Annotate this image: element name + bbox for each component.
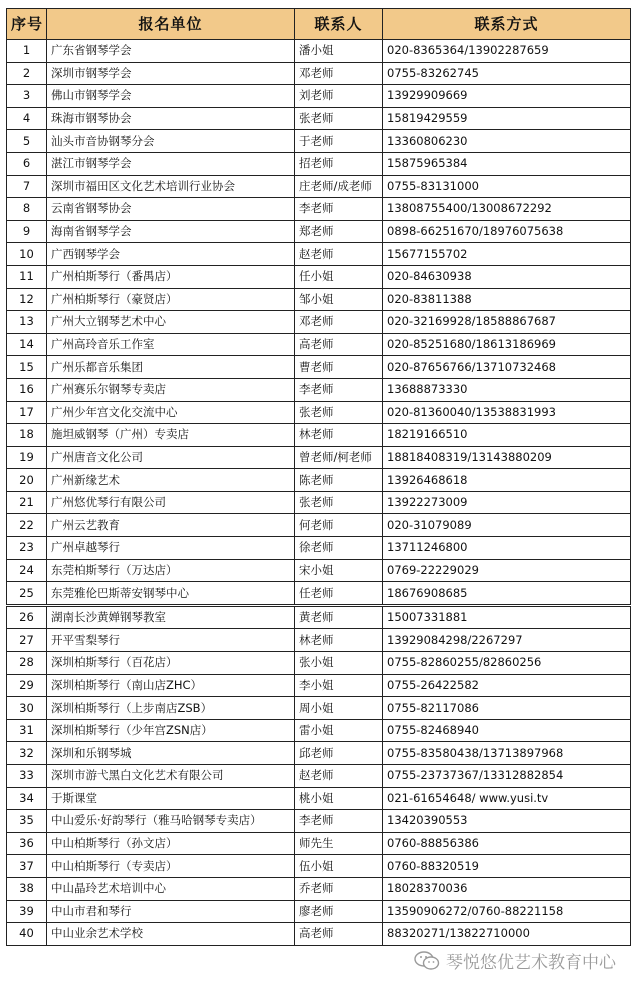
row-index: 27 bbox=[7, 629, 47, 652]
table-row bbox=[7, 491, 631, 514]
row-unit: 广东省钢琴学会 bbox=[47, 40, 295, 63]
row-contact-person: 曾老师/柯老师 bbox=[295, 446, 383, 469]
row-contact-info: 13711246800 bbox=[383, 537, 631, 560]
table-row bbox=[7, 810, 631, 833]
row-index: 24 bbox=[7, 559, 47, 582]
row-index: 23 bbox=[7, 537, 47, 560]
row-contact-info: 021-61654648/ www.yusi.tv bbox=[383, 787, 631, 810]
row-index: 21 bbox=[7, 491, 47, 514]
row-unit: 珠海市钢琴协会 bbox=[47, 107, 295, 130]
table-row bbox=[7, 40, 631, 63]
row-index: 5 bbox=[7, 130, 47, 153]
row-index: 1 bbox=[7, 40, 47, 63]
row-unit: 于斯课堂 bbox=[47, 787, 295, 810]
row-contact-info: 18676908685 bbox=[383, 582, 631, 606]
row-index: 17 bbox=[7, 401, 47, 424]
row-contact-info: 020-31079089 bbox=[383, 514, 631, 537]
row-contact-person: 郑老师 bbox=[295, 220, 383, 243]
row-contact-person: 赵老师 bbox=[295, 765, 383, 788]
table-row bbox=[7, 855, 631, 878]
row-unit: 深圳柏斯琴行（少年宫ZSN店） bbox=[47, 719, 295, 742]
row-unit: 东莞柏斯琴行（万达店） bbox=[47, 559, 295, 582]
row-contact-person: 林老师 bbox=[295, 424, 383, 447]
row-contact-info: 0755-82117086 bbox=[383, 697, 631, 720]
watermark bbox=[414, 948, 616, 973]
row-contact-info: 15677155702 bbox=[383, 243, 631, 266]
table-row bbox=[7, 130, 631, 153]
row-index: 28 bbox=[7, 652, 47, 675]
table-row bbox=[7, 742, 631, 765]
row-contact-info: 88320271/13822710000 bbox=[383, 923, 631, 946]
row-contact-info: 18028370036 bbox=[383, 877, 631, 900]
row-contact-info: 13590906272/0760-88221158 bbox=[383, 900, 631, 923]
row-unit: 广州唐音文化公司 bbox=[47, 446, 295, 469]
row-unit: 中山市君和琴行 bbox=[47, 900, 295, 923]
row-contact-info: 0755-83131000 bbox=[383, 175, 631, 198]
row-unit: 深圳柏斯琴行（上步南店ZSB） bbox=[47, 697, 295, 720]
row-contact-info: 18219166510 bbox=[383, 424, 631, 447]
row-index: 29 bbox=[7, 674, 47, 697]
row-index: 6 bbox=[7, 152, 47, 175]
row-index: 20 bbox=[7, 469, 47, 492]
row-contact-person: 李老师 bbox=[295, 378, 383, 401]
row-contact-person: 张小姐 bbox=[295, 652, 383, 675]
row-contact-info: 13808755400/13008672292 bbox=[383, 198, 631, 221]
row-index: 38 bbox=[7, 877, 47, 900]
row-unit: 广州云艺教育 bbox=[47, 514, 295, 537]
row-contact-info: 020-81360040/13538831993 bbox=[383, 401, 631, 424]
row-unit: 广州悠优琴行有限公司 bbox=[47, 491, 295, 514]
row-contact-person: 招老师 bbox=[295, 152, 383, 175]
row-contact-info: 020-83811388 bbox=[383, 288, 631, 311]
row-contact-info: 0760-88320519 bbox=[383, 855, 631, 878]
table-row bbox=[7, 923, 631, 946]
row-index: 8 bbox=[7, 198, 47, 221]
row-index: 16 bbox=[7, 378, 47, 401]
row-index: 26 bbox=[7, 605, 47, 629]
row-contact-person: 乔老师 bbox=[295, 877, 383, 900]
row-contact-info: 0755-82468940 bbox=[383, 719, 631, 742]
row-contact-info: 0769-22229029 bbox=[383, 559, 631, 582]
table-row bbox=[7, 469, 631, 492]
row-unit: 广州大立钢琴艺术中心 bbox=[47, 311, 295, 334]
row-unit: 广州柏斯琴行（豪贤店） bbox=[47, 288, 295, 311]
table-row bbox=[7, 152, 631, 175]
wechat-icon bbox=[414, 951, 440, 971]
table-body bbox=[7, 40, 631, 946]
table-row bbox=[7, 333, 631, 356]
row-contact-person: 曹老师 bbox=[295, 356, 383, 379]
row-contact-person: 张老师 bbox=[295, 107, 383, 130]
row-unit: 开平雪梨琴行 bbox=[47, 629, 295, 652]
table-row bbox=[7, 175, 631, 198]
row-contact-person: 黄老师 bbox=[295, 605, 383, 629]
row-contact-info: 13926468618 bbox=[383, 469, 631, 492]
row-unit: 云南省钢琴协会 bbox=[47, 198, 295, 221]
table-row bbox=[7, 107, 631, 130]
row-unit: 广西钢琴学会 bbox=[47, 243, 295, 266]
table-row bbox=[7, 674, 631, 697]
row-index: 2 bbox=[7, 62, 47, 85]
row-index: 19 bbox=[7, 446, 47, 469]
row-contact-info: 13929909669 bbox=[383, 85, 631, 108]
row-unit: 广州卓越琴行 bbox=[47, 537, 295, 560]
row-contact-person: 李老师 bbox=[295, 198, 383, 221]
table-row bbox=[7, 401, 631, 424]
row-index: 40 bbox=[7, 923, 47, 946]
row-contact-person: 徐老师 bbox=[295, 537, 383, 560]
table-row bbox=[7, 629, 631, 652]
row-contact-person: 廖老师 bbox=[295, 900, 383, 923]
row-contact-person: 林老师 bbox=[295, 629, 383, 652]
row-unit: 中山柏斯琴行（专卖店） bbox=[47, 855, 295, 878]
table-row bbox=[7, 356, 631, 379]
row-unit: 中山柏斯琴行（孙文店） bbox=[47, 832, 295, 855]
row-contact-person: 李小姐 bbox=[295, 674, 383, 697]
row-contact-info: 020-84630938 bbox=[383, 265, 631, 288]
row-index: 9 bbox=[7, 220, 47, 243]
row-contact-person: 李老师 bbox=[295, 810, 383, 833]
table-row bbox=[7, 243, 631, 266]
row-contact-info: 13688873330 bbox=[383, 378, 631, 401]
table-row bbox=[7, 537, 631, 560]
row-index: 30 bbox=[7, 697, 47, 720]
row-index: 36 bbox=[7, 832, 47, 855]
row-index: 15 bbox=[7, 356, 47, 379]
row-unit: 中山爱乐·好韵琴行（雅马哈钢琴专卖店） bbox=[47, 810, 295, 833]
row-contact-info: 0755-23737367/13312882854 bbox=[383, 765, 631, 788]
row-contact-info: 18818408319/13143880209 bbox=[383, 446, 631, 469]
table-row bbox=[7, 605, 631, 629]
row-contact-person: 桃小姐 bbox=[295, 787, 383, 810]
row-index: 39 bbox=[7, 900, 47, 923]
row-index: 37 bbox=[7, 855, 47, 878]
row-unit: 湛江市钢琴学会 bbox=[47, 152, 295, 175]
row-contact-person: 高老师 bbox=[295, 333, 383, 356]
table-row bbox=[7, 697, 631, 720]
row-contact-info: 13929084298/2267297 bbox=[383, 629, 631, 652]
row-contact-info: 15007331881 bbox=[383, 605, 631, 629]
row-contact-person: 邓老师 bbox=[295, 311, 383, 334]
table-row bbox=[7, 62, 631, 85]
row-contact-person: 潘小姐 bbox=[295, 40, 383, 63]
row-unit: 广州柏斯琴行（番禺店） bbox=[47, 265, 295, 288]
header-contact-person: 联系人 bbox=[295, 9, 383, 40]
row-unit: 东莞雅伦巴斯蒂安钢琴中心 bbox=[47, 582, 295, 606]
table-row bbox=[7, 582, 631, 606]
table-row bbox=[7, 85, 631, 108]
row-unit: 广州赛乐尔钢琴专卖店 bbox=[47, 378, 295, 401]
row-unit: 深圳和乐钢琴城 bbox=[47, 742, 295, 765]
row-contact-info: 0760-88856386 bbox=[383, 832, 631, 855]
table-row bbox=[7, 288, 631, 311]
row-unit: 深圳市钢琴学会 bbox=[47, 62, 295, 85]
row-contact-person: 高老师 bbox=[295, 923, 383, 946]
table-row bbox=[7, 198, 631, 221]
row-contact-person: 任小姐 bbox=[295, 265, 383, 288]
row-index: 34 bbox=[7, 787, 47, 810]
header-unit: 报名单位 bbox=[47, 9, 295, 40]
row-contact-info: 020-8365364/13902287659 bbox=[383, 40, 631, 63]
row-contact-person: 邹小姐 bbox=[295, 288, 383, 311]
row-contact-info: 0755-83580438/13713897968 bbox=[383, 742, 631, 765]
row-contact-person: 邱老师 bbox=[295, 742, 383, 765]
row-index: 11 bbox=[7, 265, 47, 288]
row-unit: 中山晶玲艺术培训中心 bbox=[47, 877, 295, 900]
row-unit: 湖南长沙黄婵钢琴教室 bbox=[47, 605, 295, 629]
row-contact-person: 刘老师 bbox=[295, 85, 383, 108]
row-unit: 汕头市音协钢琴分会 bbox=[47, 130, 295, 153]
row-index: 13 bbox=[7, 311, 47, 334]
row-unit: 佛山市钢琴学会 bbox=[47, 85, 295, 108]
row-contact-person: 庄老师/成老师 bbox=[295, 175, 383, 198]
table-row bbox=[7, 900, 631, 923]
row-unit: 广州乐都音乐集团 bbox=[47, 356, 295, 379]
row-contact-person: 张老师 bbox=[295, 491, 383, 514]
row-contact-person: 周小姐 bbox=[295, 697, 383, 720]
row-index: 31 bbox=[7, 719, 47, 742]
row-index: 18 bbox=[7, 424, 47, 447]
row-contact-person: 于老师 bbox=[295, 130, 383, 153]
row-unit: 广州高玲音乐工作室 bbox=[47, 333, 295, 356]
table-row bbox=[7, 378, 631, 401]
row-index: 12 bbox=[7, 288, 47, 311]
row-contact-person: 师先生 bbox=[295, 832, 383, 855]
row-contact-info: 0755-83262745 bbox=[383, 62, 631, 85]
table-row bbox=[7, 877, 631, 900]
row-contact-info: 020-85251680/18613186969 bbox=[383, 333, 631, 356]
row-contact-person: 任老师 bbox=[295, 582, 383, 606]
row-index: 33 bbox=[7, 765, 47, 788]
row-contact-person: 雷小姐 bbox=[295, 719, 383, 742]
table-row bbox=[7, 514, 631, 537]
row-unit: 深圳市游弋黑白文化艺术有限公司 bbox=[47, 765, 295, 788]
row-index: 35 bbox=[7, 810, 47, 833]
row-contact-person: 邓老师 bbox=[295, 62, 383, 85]
row-unit: 海南省钢琴学会 bbox=[47, 220, 295, 243]
row-unit: 深圳柏斯琴行（南山店ZHC） bbox=[47, 674, 295, 697]
row-contact-person: 伍小姐 bbox=[295, 855, 383, 878]
registration-table bbox=[6, 8, 631, 946]
row-index: 22 bbox=[7, 514, 47, 537]
table-row bbox=[7, 311, 631, 334]
row-unit: 深圳市福田区文化艺术培训行业协会 bbox=[47, 175, 295, 198]
row-contact-person: 何老师 bbox=[295, 514, 383, 537]
row-contact-info: 15819429559 bbox=[383, 107, 631, 130]
row-index: 4 bbox=[7, 107, 47, 130]
row-unit: 广州新缘艺术 bbox=[47, 469, 295, 492]
row-contact-info: 13360806230 bbox=[383, 130, 631, 153]
row-index: 7 bbox=[7, 175, 47, 198]
watermark-text: 琴悦悠优艺术教育中心 bbox=[446, 953, 616, 973]
row-contact-person: 陈老师 bbox=[295, 469, 383, 492]
row-unit: 广州少年宫文化交流中心 bbox=[47, 401, 295, 424]
row-unit: 中山业余艺术学校 bbox=[47, 923, 295, 946]
row-unit: 施坦威钢琴（广州）专卖店 bbox=[47, 424, 295, 447]
row-contact-info: 0898-66251670/18976075638 bbox=[383, 220, 631, 243]
table-row bbox=[7, 652, 631, 675]
table-row bbox=[7, 787, 631, 810]
row-index: 10 bbox=[7, 243, 47, 266]
row-contact-person: 赵老师 bbox=[295, 243, 383, 266]
table-row bbox=[7, 765, 631, 788]
row-contact-person: 宋小姐 bbox=[295, 559, 383, 582]
row-contact-person: 张老师 bbox=[295, 401, 383, 424]
table-row bbox=[7, 446, 631, 469]
table-row bbox=[7, 832, 631, 855]
row-contact-info: 0755-26422582 bbox=[383, 674, 631, 697]
row-contact-info: 15875965384 bbox=[383, 152, 631, 175]
table-row bbox=[7, 559, 631, 582]
row-unit: 深圳柏斯琴行（百花店） bbox=[47, 652, 295, 675]
row-contact-info: 020-32169928/18588867687 bbox=[383, 311, 631, 334]
header-row bbox=[7, 9, 631, 40]
row-contact-info: 020-87656766/13710732468 bbox=[383, 356, 631, 379]
row-index: 25 bbox=[7, 582, 47, 606]
table-row bbox=[7, 424, 631, 447]
row-contact-info: 13420390553 bbox=[383, 810, 631, 833]
table-row bbox=[7, 265, 631, 288]
row-index: 14 bbox=[7, 333, 47, 356]
row-contact-info: 13922273009 bbox=[383, 491, 631, 514]
table-row bbox=[7, 220, 631, 243]
header-contact-info: 联系方式 bbox=[383, 9, 631, 40]
row-contact-info: 0755-82860255/82860256 bbox=[383, 652, 631, 675]
row-index: 32 bbox=[7, 742, 47, 765]
header-index: 序号 bbox=[7, 9, 47, 40]
table-row bbox=[7, 719, 631, 742]
row-index: 3 bbox=[7, 85, 47, 108]
